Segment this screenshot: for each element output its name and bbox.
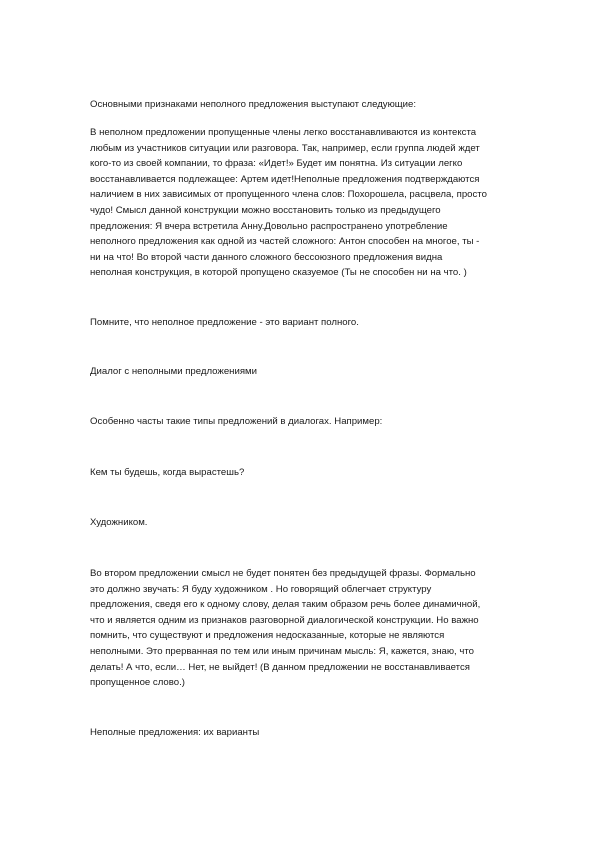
text-line: помнить, что существуют и предложения недосказанные, которые не являются (90, 630, 445, 642)
text-line: это должно звучать: Я буду художником . Но говорящий облегчает структуру (90, 583, 432, 595)
paragraph-variants-heading (90, 725, 510, 741)
paragraph-explanation (90, 566, 510, 691)
paragraph-dialog-intro (90, 414, 510, 430)
paragraph-context-restoration (90, 125, 510, 281)
text-line: неполного предложения как одной из частей сложного: Антон способен на многое, ты - (90, 236, 480, 248)
text-line: предложения: Я вчера встретила Анну.Довольно распространено употребление (90, 220, 448, 232)
text-line: что и является одним из признаков разговорной диалогической конструкции. Но важно (90, 614, 479, 626)
text-line: пропущенное слово.) (90, 677, 185, 689)
text-line: В неполном предложении пропущенные члены легко восстанавливаются из контекста (90, 127, 477, 138)
text-line: Диалог с неполными предложениями (90, 366, 257, 377)
text-line: предложения, сведя его к одному слову, делая таким образом речь более динамичной, (90, 599, 481, 611)
text-line: неполными. Это прерванная по тем или иным причинам мысль: Я, кажется, знаю, что (90, 645, 474, 657)
text-line: восстанавливается подлежащее: Артем идет!Неполные предложения подтверждаются (90, 173, 480, 185)
text-line: ни на что! Во второй части данного сложного бессоюзного предложения видна (90, 251, 443, 263)
text-line: Неполные предложения: их варианты (90, 727, 260, 738)
text-line: Помните, что неполное предложение - это вариант полного. (90, 317, 359, 328)
paragraph-answer (90, 515, 510, 531)
paragraph-reminder (90, 315, 510, 331)
text-line: чудо! Смысл данной конструкции можно восстановить только из предыдущего (90, 204, 441, 216)
paragraph-intro (90, 97, 510, 113)
text-line: наличием в них зависимых от пропущенного члена слов: Похорошела, расцвела, просто (90, 189, 487, 201)
text-line: Особенно часты такие типы предложений в диалогах. Например: (90, 416, 383, 427)
text-line: Художником. (90, 517, 148, 528)
paragraph-dialog-heading (90, 364, 510, 380)
text-line: любым из участников ситуации или разговора. Так, например, если группа людей ждет (90, 142, 480, 154)
paragraph-question (90, 465, 510, 481)
text-line: Кем ты будешь, когда вырастешь? (90, 467, 245, 478)
text-line: Основными признаками неполного предложения выступают следующие: (90, 99, 417, 110)
text-line: делать! А что, если… Нет, не выйдет! (В данном предложении не восстанавливается (90, 661, 470, 673)
text-line: Во втором предложении смысл не будет понятен без предыдущей фразы. Формально (90, 568, 476, 579)
text-line: неполная конструкция, в которой пропущено сказуемое (Ты не способен ни на что. ) (90, 267, 467, 279)
text-line: кого-то из своей компании, то фраза: «Идет!» Будет им понятна. Из ситуации легко (90, 158, 463, 170)
